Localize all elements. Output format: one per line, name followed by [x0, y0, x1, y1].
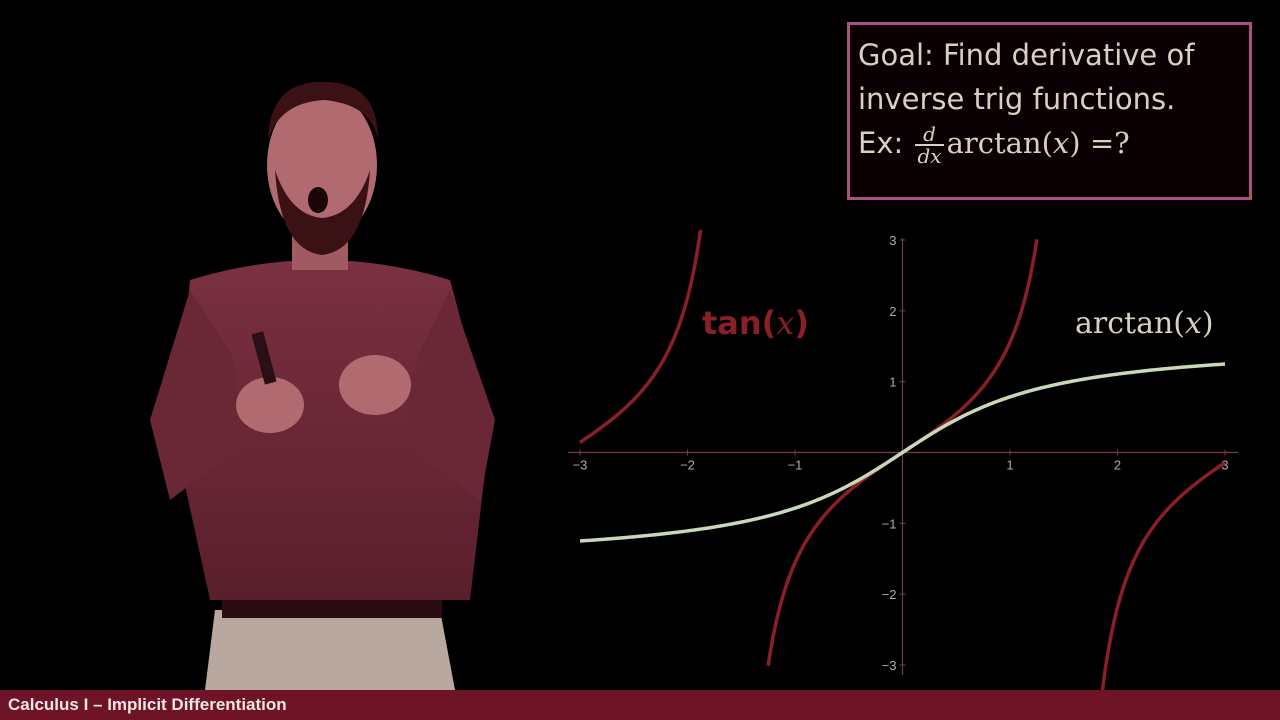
goal-line-1: Goal: Find derivative of	[858, 38, 1195, 72]
x-tick-label: 2	[1113, 457, 1122, 473]
derivative-fraction	[915, 124, 943, 166]
goal-example-prefix: Ex:	[858, 126, 904, 160]
x-tick-label: −1	[787, 457, 803, 473]
goal-box	[847, 22, 1252, 200]
tan-label-func: tan(	[702, 304, 777, 342]
tan-label	[702, 304, 809, 342]
x-tick-label: 3	[1221, 457, 1229, 473]
y-tick-label: 2	[889, 303, 897, 319]
tan-label-var: x	[776, 304, 795, 342]
x-tick-label: 1	[1006, 457, 1014, 473]
x-tick-label: −3	[572, 457, 588, 473]
tan-curve-branch	[580, 230, 704, 442]
arctan-label	[1075, 306, 1214, 341]
y-tick-label: −1	[881, 516, 897, 532]
arctan-label-var: x	[1185, 306, 1202, 341]
example-function: arctan(	[946, 126, 1053, 160]
function-plot	[560, 230, 1260, 690]
arctan-label-func: arctan(	[1075, 306, 1185, 341]
example-variable: x	[1052, 126, 1070, 160]
fraction-numerator: d	[915, 124, 943, 146]
y-tick-label: 3	[889, 233, 897, 248]
y-tick-label: −2	[881, 587, 897, 603]
presenter-video	[0, 0, 560, 690]
y-tick-label: 1	[889, 374, 897, 390]
fraction-denominator: dx	[917, 144, 942, 168]
course-title-bar	[0, 690, 1280, 720]
plot-axes	[568, 238, 1238, 675]
goal-line-2: inverse trig functions.	[858, 82, 1176, 116]
example-tail: ) =?	[1069, 126, 1130, 160]
tan-curve-branch	[1102, 463, 1225, 690]
goal-example	[858, 121, 1249, 166]
tan-label-close: )	[794, 304, 809, 342]
y-tick-label: −3	[881, 658, 897, 673]
x-tick-label: −2	[680, 457, 695, 473]
arctan-label-close: )	[1201, 306, 1214, 341]
course-title: Calculus I – Implicit Differentiation	[8, 695, 287, 714]
